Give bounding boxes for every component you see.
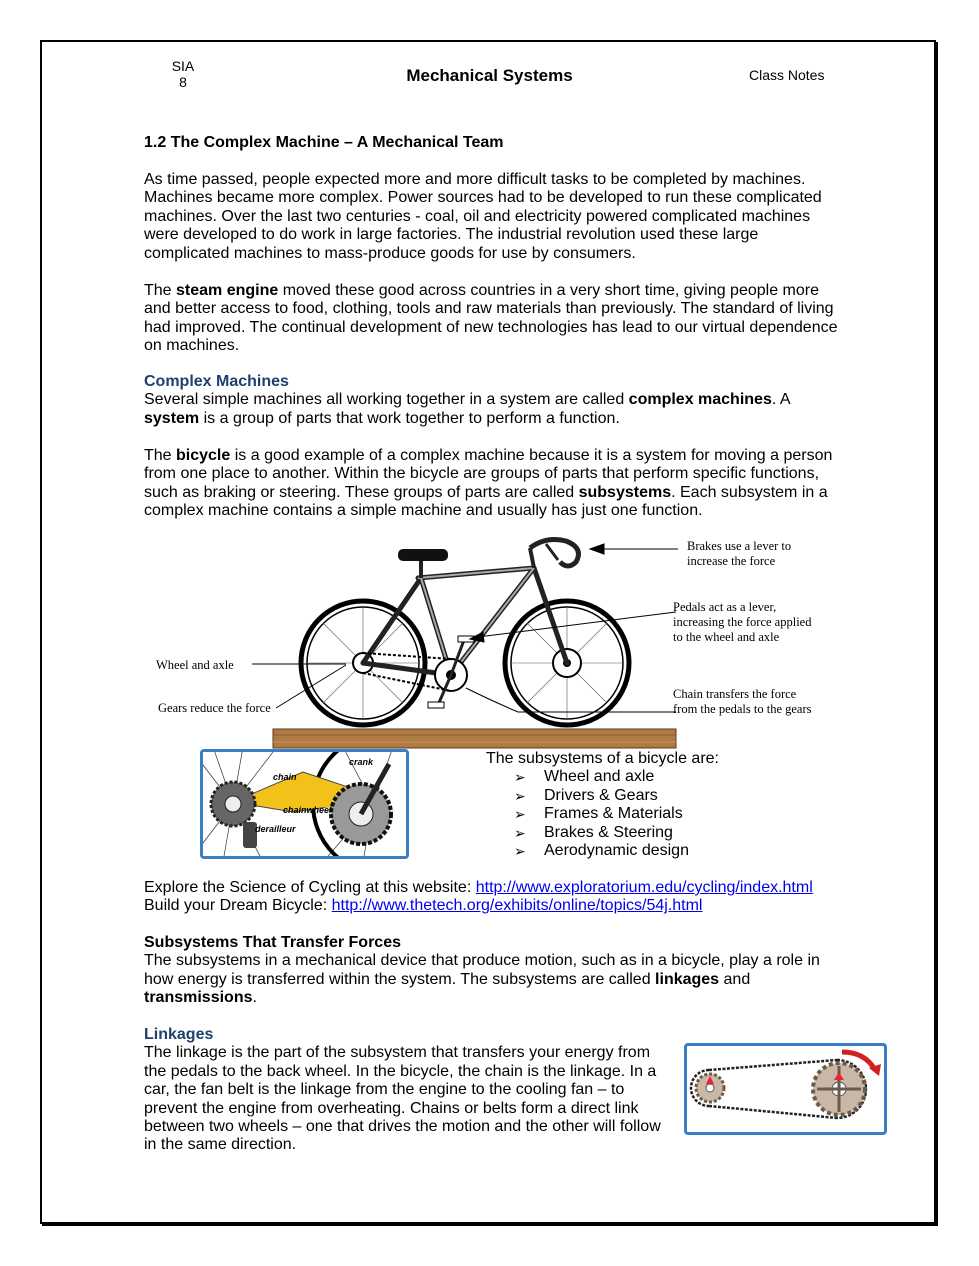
paragraph-steam-engine: The steam engine moved these good across countries in a very short time, giving people more and better access to food, clothing, tools and raw materials than previously. The standard of living had improved. The continual development of new technologies has lead to our virtual dependence on machines. xyxy=(144,282,838,355)
term-system: system xyxy=(144,409,200,427)
gear-label-crank: crank xyxy=(349,757,374,767)
term-subsystems: subsystems xyxy=(578,483,672,501)
callout-wheel-axle: Wheel and axle xyxy=(156,658,234,672)
term-complex-machines: complex machines xyxy=(628,391,772,409)
thetech-link[interactable]: http://www.thetech.org/exhibits/online/topics/54j.html xyxy=(331,897,703,915)
header-course-name: SIA xyxy=(171,58,195,74)
chain-linkage-illustration xyxy=(684,1043,887,1135)
subsystems-list xyxy=(486,750,719,860)
arrow-bullet-icon: ➢ xyxy=(514,806,526,823)
gear-label-chain: chain xyxy=(273,772,297,782)
header-course-grade: 8 xyxy=(179,74,187,90)
callout-pedals: Pedals act as a lever, increasing the force applied to the wheel and axle xyxy=(673,600,812,644)
gear-label-chainwheel: chainwheel xyxy=(283,805,332,815)
gear-closeup-illustration xyxy=(203,752,406,856)
callout-chain: Chain transfers the force from the pedals to the gears xyxy=(673,687,812,716)
resource-links: Explore the Science of Cycling at this website: http://www.exploratorium.edu/cycling/index.html Build your Dream Bicycle: http://www.thetech.org/exhibits/online/topics/54j.html xyxy=(144,879,813,915)
header-class-notes: Class Notes xyxy=(749,67,825,83)
linkages-heading: Linkages xyxy=(144,1026,214,1043)
list-item: ➢ Frames & Materials xyxy=(514,805,683,823)
gear-label-derailleur: derailleur xyxy=(255,824,296,834)
arrow-bullet-icon: ➢ xyxy=(514,787,526,804)
term-bicycle: bicycle xyxy=(176,447,231,464)
arrow-bullet-icon: ➢ xyxy=(514,843,526,860)
linkages-text: The linkage is the part of the subsystem that transfers your energy from the pedals to the back wheel. In the bicycle, the chain is the linkage. In a car, the fan belt is the linkage from the engine to the cooling fan – to prevent the engine from overheating. Chains or belts form a direct link between two wheels – one that drives the motion and the other will follow in the same direction. xyxy=(144,1044,661,1154)
transfer-forces-section: Subsystems That Transfer Forces The subsystems in a mechanical device that produce motion, such as in a bicycle, play a role in how energy is transferred within the system. The subsystems are called linkages and transmissions. xyxy=(144,934,844,1008)
page-title: Mechanical Systems xyxy=(406,66,573,85)
paragraph-intro xyxy=(144,171,844,263)
term-steam-engine: steam engine xyxy=(176,282,279,299)
term-transmissions: transmissions xyxy=(144,989,253,1007)
subsystems-intro: The subsystems of a bicycle are: xyxy=(486,750,719,767)
gear-closeup-photo xyxy=(200,749,409,859)
arrow-bullet-icon: ➢ xyxy=(514,824,526,841)
list-item: ➢ Brakes & Steering xyxy=(514,823,673,841)
list-item: ➢ Drivers & Gears xyxy=(514,786,658,804)
complex-machines-section: Complex Machines Several simple machines all working together in a system are called complex machines. A system is a group of parts that work together to perform a function. xyxy=(144,373,844,428)
callout-gears: Gears reduce the force xyxy=(158,701,271,715)
section-title xyxy=(144,134,844,152)
term-linkages: linkages xyxy=(655,970,720,988)
section-title-text: 1.2 The Complex Machine – A Mechanical Team xyxy=(144,134,504,151)
list-item: ➢ Wheel and axle xyxy=(514,768,655,786)
linkages-section xyxy=(144,1026,664,1155)
list-item: ➢ Aerodynamic design xyxy=(514,842,689,860)
transfer-forces-heading: Subsystems That Transfer Forces xyxy=(144,934,401,951)
exploratorium-link[interactable]: http://www.exploratorium.edu/cycling/index.html xyxy=(475,879,813,896)
arrow-bullet-icon: ➢ xyxy=(514,769,526,786)
complex-machines-heading: Complex Machines xyxy=(144,373,289,390)
paragraph-intro-text: As time passed, people expected more and more difficult tasks to be completed by machines. Machines became more complex. Power sources had to be developed to run these complicated machines. Over the last two centuries - coal, oil and electricity powered complicated machines were developed to do work in large factories. The industrial revolution used these large complicated machines to mass-produce goods for use by consumers. xyxy=(144,171,822,262)
paragraph-bicycle: The bicycle is a good example of a complex machine because it is a system for moving a person from one place to another. Within the bicycle are groups of parts that perform specific functions, such as braking or steering. These groups of parts are called subsystems. Each subsystem in a complex machine contains a simple machine and usually has just one function. xyxy=(144,447,833,520)
chain-linkage-drawing xyxy=(687,1046,884,1132)
callout-brakes: Brakes use a lever to increase the force xyxy=(687,539,792,568)
